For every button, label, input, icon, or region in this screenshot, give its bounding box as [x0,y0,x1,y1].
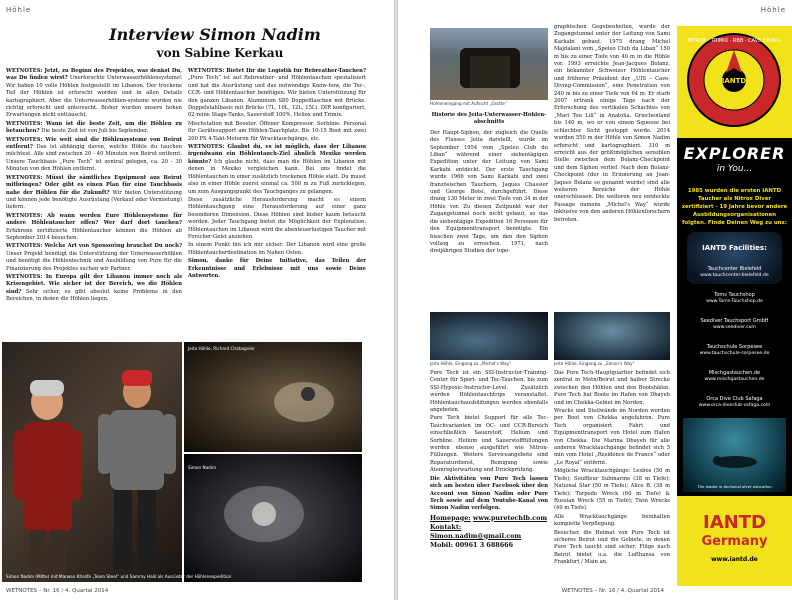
facilities-title: IANTD Facilities: [702,244,767,252]
answer: In einem Punkt bin ich mir sicher: Der Libanon wird eine große Höhlentaucherdestination im Nahen Osten. [188,242,366,256]
answer: Die beste Zeit ist von Juli bis September. [41,128,149,135]
question: WETNOTES: Müsst ihr sämtliches Equipment aus Beirut mitbringen? Oder gibt es einen Plan für eine Tauchbasis nahe der Höhlen für die Zukunft? [6,174,182,196]
photo-cave-top [184,342,362,452]
question: WETNOTES: Glaubst du, es ist möglich, dass der Libanon irgendwann ein Höhlentauch-Ziel ähnlich Mexiko werden könnte? [188,144,366,165]
diving-info-paragraph: Alle Wracktauchgänge beinhalten komplette Verpflegung. [554,513,670,528]
question: WETNOTES: In Europa gilt der Libanon immer noch als Krisengebiet. Wie sicher ist der Bereich, wo die Höhlen sind? [6,273,182,295]
cave-entrance-illustration [430,28,548,100]
homepage-label: Homepage: [430,513,471,522]
pure-tech-paragraph: Pure Tech bietet Support für alle Tec-Tauchvarianten im OC- und CCR-Bereich einschließlich Sauerstoff, Helium und Sorbline. Helium und Sauerstofffüllungen werden ebenso ausgeführt wie Nitrox-Füllungen. Weitere Serviceangebote sind Reparaturdienst, Reinigung sowie Atemreglerwartung und Druckprüfung. [430,415,548,474]
history-column [430,112,548,326]
answer: Diese zusätzliche Herausforderung macht es einem Höhlentauchgang eine Herausforderung auf einer ganz besonderen Dimension. Diese Höhlen sind bisher kaum betaucht worden. Jeder Tauchgang bietet die Möglichkeit der Exploration. Höhlentauchen im Libanon wird die abenteuerlustigen Taucher mit Forscher-Geist anziehen. [188,196,366,240]
mobile-label: Mobil: [430,540,454,549]
cave-illustration-bottom [184,454,362,582]
ad-headline-3: zertifiziert - 19 Jahre bevor andere [681,204,788,210]
folio-left: WETNOTES – Nr. 16 / 4. Quartal 2014 [6,588,109,594]
facility-url[interactable]: www.Toms-Tauchshop.de [706,299,763,304]
diving-info-paragraph: Wracks und Steilwände im Norden werden per Boot von Chekka angefahren. Pure Tech organisiert Fahrt und Equipmenttransport von Hotel zum Hafen von Chekka. Die Marina Dbayeh für alle anderen Wracktauchgänge befindet sich 5 min vom Hotel „Residence de France“ oder „Le Royal“ entfernt. [554,408,670,466]
facility-name: Mischgastauchen.de [708,370,761,376]
ad-headline-5: folgten. Finde Deinen Weg zu uns: [682,220,787,226]
in-you-text: in You... [716,164,753,174]
history-heading: Historie des Jeita-Unterwasser-Höhlenabschnitts [431,112,547,126]
pure-tech-paragraph: Pure Tech ist ein SSI-Instructor-Training-Center für Sport- und Tec-Tauchen, bis zum SSI-Hypoxic-Instructor-Level. Zusätzlich werden Höhlentauchtrips veranstaltet. Höhlentauchausbildungen werden ebenfalls angeboten. [430,370,548,414]
history-continued-column [554,24,670,306]
history-continued-text: graphischen Gegebenheiten, wurde der Zugangstunnel unter der Leitung von Sami Karkabi gebaut. 1975 drang Michel Majdalani vom „Speleo Club du Liban“ 150 m bis zu einer Tiefe von 40 m in die Höhle vor. 1993 erreichte Jean-Jacques Bolanz, ein bekannter Schweizer Höhlentaucher und früherer Präsident der „UIS – Cave-Diving-Commission“, eine Penetration von 240 m bis zu einer Tiefe von 64 m. Er starb 2007 ertrank einige Tage nach der Erforschung des vertikalen Schachtes von „Mari Tou Lili“ in Anatolia. Griechenland bis 140 m, wo er von einem Squeeze bei schlechter Sicht gestoppt wurde. 2014 wurden 550 m der Höhle von Simon Nadim erforscht und kartographiert. 310 m erreicht aus der größtmöglichen sensiblen Stelle zwischen dem Bolanz-Checkpoint und dem Siphon verlief. Nach dem Bolanz-Checkpoint (der in Erinnerung an Jean-Jaques Bolanz so genannt wurde) sind alle weiteren Bereiche der Höhle unerschlossen. Die weiteren neu entdeckte Passage namens „Michel's Way“ wurde inklusive von den anderen Höhlenforschern betreten. [554,24,670,223]
left-page [0,0,394,600]
photo-simons-way [554,312,670,360]
answer: Das ist abhängig davon, welche Höhle du tauchen möchtest. Alle sind zwischen 20 - 40 Minuten von Beirut entfernt. Unsere Tauchbasis „Pure Tech“ ist zentral gelegen, ca. 20 - 30 Minuten von den Höhlen entfernt. [6,144,182,173]
facility-name: Seediver Tauchsport GmbH [700,318,769,324]
article-title: Interview Simon Nadim [109,25,321,44]
question: WETNOTES: Wie weit sind die Höhlensysteme von Beirut entfernt? [6,136,182,151]
homepage-link[interactable]: www.puretechlb.com [472,513,548,522]
question: WETNOTES: Jetzt, zu Beginn des Projektes, was denkst Du, was Du finden wirst? [6,68,182,82]
cave-illustration-top [184,342,362,452]
iantd-advertisement [677,26,792,586]
facility-name: Tauchschule Sorpesee [706,344,763,350]
photo-caption-top: Jeita Höhle, Richard Chataignier [188,346,255,351]
diving-info-paragraph: Mögliche Wracktauchgänge: Lesbos (50 m Tiefe); Souffleur Submarine (38 m Tiefe); National Star (50 m Tiefe); Alice B. (38 m Tiefe); Torpedo Wreck (60 m Tiefe) & Russian Wreck (55 m Tiefe); Twin Wrecks (40 m Tiefe). [554,468,670,512]
photo-michels-way [430,312,548,360]
facility-url[interactable]: www.orca-diveclub-safaga.com [698,403,771,408]
running-head-right: Höhle [760,6,786,14]
mobile-number: 00961 3 688666 [455,540,514,549]
footer-brand: IANTD [703,512,766,533]
explorer-banner [677,138,792,184]
facility-url[interactable]: www.seediver.com [713,325,756,330]
answer: Sehr sicher, es gibt absolut keine Probleme in den Bereichen, in denen die Höhlen liegen. [6,288,182,303]
photo-cave-entrance [430,28,548,100]
history-text: Der Haupt-Siphon, der zugleich die Quelle des Flusses Jeita darstellt, wurde im September 1954 vom „Speleo Club du Liban“ während einer siebentägigen Expedition unter der Leitung von Sami Karkabi entdeckt. Der erste Tauchgang wurde 1966 von Sami Karkabi und zwei französischen Tauchern, Jaques Chassier und George Boisi, durchgeführt. Diese drang 130 Meter in zwei Tiefe von 34 m der Höhle vor. Zu diesen Zeitpunkt war der Zugangstunnel noch nicht gebaut, so das die siebentägige Expedition 16 Personen für den Equipmenttransport benötigte. Ein bisschen zwei Tage, um den den Siphon vollzog zu erreichen. 1971, nach dreijährigen Studien der topo- [430,129,548,255]
interview-column-1 [6,68,182,342]
ad-tagline: The leader in technical diver education [697,484,772,489]
facility-name: Orca Dive Club Safaga [706,396,763,402]
footer-country: Germany [701,534,768,549]
facility-url[interactable]: www.tauchcenter-bielefeld.de [700,273,769,278]
question: WETNOTES: Bietet Ihr die Logistik für Rebreather-Tauchen? [188,68,366,74]
contact-email-link[interactable]: Simon.nadim@gmail.com [430,531,522,540]
answer: Wir bieten Unterstützung und können jede benötigte Ausrüstung (Verkauf oder Vermietung) liefern. [6,189,182,211]
pure-tech-column [430,370,548,590]
facility-url[interactable]: www.mischgastauchen.de [704,377,765,382]
facility-name: Toms Tauchshop [714,292,755,298]
question: WETNOTES: Ab wann werden Eure Höhlensysteme für andere Höhlentaucher offen? Wer darf dort tauchen? [6,212,182,227]
question: WETNOTES: Welche Art von Sponsoring brauchst Du noch? [6,243,182,250]
answer: Erfahrene zertifizierte Höhlentaucher können die Höhlen ab September 2014 besuchen. [6,227,182,241]
answer: Unerforschte Unterwasserhöhlensysteme! Wir haben 10 volle Höhlen festgestellt im Libanon. Der trockene Teil der Höhlen ist erforscht worden und in allen Details kartographiert. Aber die Unterwasserhöhlen-systeme wurden nie richtig erforscht und untersucht. Bisher wurden unsere hohen Erwartungen nicht enttäuscht. [6,75,182,119]
logo-ring-text: NITROX · TRIMIX · RBB · CAVE DIVING [687,38,781,44]
diving-info-paragraph: Besucher, die Heimat von Pure Tech ist sicheres Beirut und die Gebiete, in denen Pure Tech taucht sind sicher. Flüge nach Beirut bietet u.a. die Lufthansa von Frankfurt / Main an. [554,529,670,566]
answer: Mischstation mit Booster. Öffener Kompressor. Sorbline. Personal für Gerätesupport am Höhlen-Tauchplatz. Bis 10-15 Boot mit zwei 200 PS 4-Takt-Motoren für Wracktauchgänge, etc. [188,120,366,142]
ad-yellow-footer [677,496,792,586]
answer: Unser Projekt benötigt die Unterstützung der Unterwasserhöhlen und benötigt die Höhlentechnik und Ausbildung von Pure für die Finanzierung des Projektes suchen wir Partner. [6,250,182,272]
article-author: von Sabine Kerkau [156,46,284,60]
divers-illustration [2,342,182,582]
iantd-logo-icon [677,28,792,138]
running-head-left: Höhle [6,6,32,14]
photo-caption-mid: Simon Nadim [188,465,217,470]
contact-label: Kontakt: [430,522,462,531]
ad-underwater-photo [683,418,786,492]
ad-headline-1: 1985 wurden die ersten IANTD [687,188,782,194]
question: WETNOTES: Wann ist die beste Zeit, um die Höhlen zu betauchen? [6,120,182,135]
simons-way-caption: Jeita Höhle, Eingang zu „Simon's Way“ [554,361,635,366]
ad-headline-4: Ausbildungsorganisationen [692,212,777,218]
diving-info-paragraph: Das Pure Tech-Hauptquartier befindet sich zentral in Metn/Beirut und halber Strecke zwischen den Höhlen und den Bootshäfen. Pure Tech hat Boote im Hafen von Dbayeh und im Chekka-Gebiet im Norden. [554,370,670,406]
facility-name: Tauchcenter Bielefeld [707,266,762,272]
photo-caption-bottom: Simon Nadim (Mitte) mit Marwan Khalife „Team Steel“ und Sammy Halil als Ausrüster der Höhlenexpedition [6,574,232,579]
logo-brand-text: IANTD [721,77,747,85]
michels-way-caption: Jeita Höhle, Eingang zu „Michel's Way“ [430,361,512,366]
interview-column-2 [188,68,366,340]
facility-url[interactable]: www.tauchschule-sorpesee.de [699,351,770,356]
footer-site-link[interactable]: www.iantd.de [711,556,758,563]
photo-divers-portrait [2,342,182,582]
folio-right: WETNOTES – Nr. 16 / 4. Quartal 2014 [561,588,664,594]
explorer-word: EXPLORER [683,144,786,163]
ad-headline-2: Taucher als Nitrox Diver [697,196,772,202]
diver-silhouette-icon [683,418,786,492]
entrance-caption: Höhleneingang mit Aufsicht „Grotte“ [430,101,507,106]
diving-info-column [554,370,670,586]
ad-yellow-header [677,26,792,184]
pure-tech-activities: Die Aktivitäten von Pure Tech lassen sich am besten über Facebook über den Account von Simon Nadim oder Pure Tech sowie auf dem Youtube-Kanal von Simon Nadim verfolgen. [430,475,548,512]
photo-cave-bottom [184,454,362,582]
answer: „Pure Tech“ ist auf Rebreather- und Höhlentauchen spezialisiert und hat die Ausrüstung und das notwendige Know-how, die Tec-, CCR- und Höhlentaucher benötigen. Wir bieten Unterstützung für den ganzen Libanon. Aluminium S80 Doppelflaschen mit Brücke. Doppelstahlbasis mit Brücke (7L, 10L, 12L, 15L). DIR konfiguriert, 02-reine Stage-Tanks, Sauerstoff 100%, Heliox und Trimix. [188,75,366,119]
answer: Ich glaube nicht, dass man die Höhlen im Libanon mit denen in Mexiko vergleichen kann. Bei uns findet die Höhlentauchen in einer zusätzlich trockenen Höhle statt. Du musst also in einer Höhle zuerst einmal ca. 500 m zu Fuß zurücklegen, um zum Ausgangspunkt des Tauchganges zu gelangen. [188,158,366,195]
closing-remark: Simon, danke für Deine Initiative, das Teilen der Erkenntnisse und Erlebnisse mit uns sowie Deine Antworten. [188,258,366,279]
